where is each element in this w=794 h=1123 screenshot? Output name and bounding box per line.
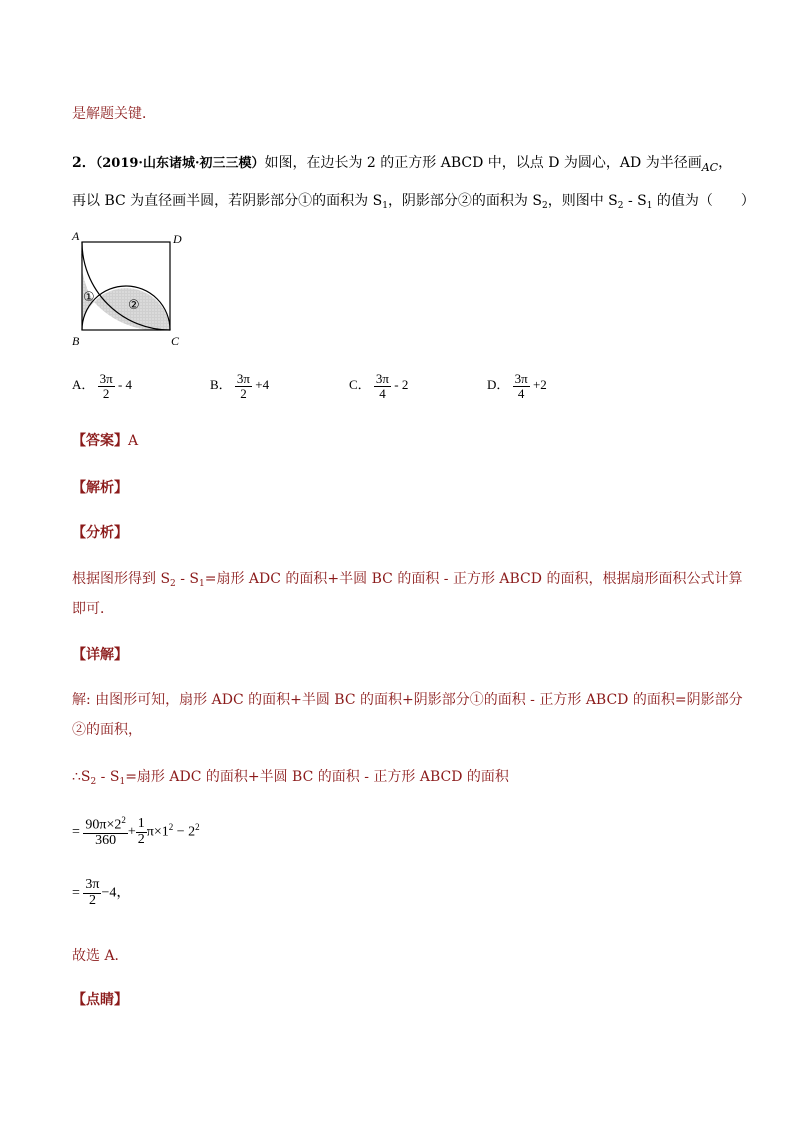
subscript: 2 [617, 201, 624, 211]
answer-line [72, 430, 138, 450]
option-b[interactable] [210, 372, 269, 400]
label-c: C [171, 334, 180, 348]
label-d: D [173, 232, 182, 246]
option-letter: A． [72, 377, 95, 393]
option-letter: C． [349, 377, 371, 393]
question-source: （2019·山东诸城·初三三模） [95, 156, 265, 171]
label-b: B [72, 334, 80, 348]
xiangjie-label: 【详解】 [72, 647, 128, 663]
xiangjie-line-1: 解: 由图形可知，扇形 ADC 的面积+半圆 BC 的面积+阴影部分①的面积 - 正方形 ABCD 的面积=阴影部分 [72, 692, 743, 708]
question-line-1 [72, 152, 732, 172]
question-line1-end: ， [718, 155, 733, 171]
option-a[interactable] [72, 372, 132, 400]
option-tail: - 4 [117, 377, 133, 393]
answer-value: A [128, 433, 139, 449]
arc-label: AC [701, 161, 719, 174]
dianjing-label: 【点睛】 [72, 992, 128, 1008]
option-c[interactable] [349, 372, 408, 400]
question-text-2a: 再以 BC 为直径画半圆，若阴影部分①的面积为 S [72, 193, 383, 209]
question-text-2b: ，阴影部分②的面积为 S [387, 193, 542, 209]
equation-1: = $\frac{90\pi\times 2^2}{360}$ + $\frac{1}{2}$ $\pi\times 1^2 - 2^2$ [72, 815, 200, 849]
question-line-2 [72, 190, 755, 211]
fenxi-text-1: 根据图形得到 $S_2 - S_1=$扇形 ADC 的面积+半圆 BC 的面积 - 正方形 ABCD 的面积，根据扇形面积公式计算 [72, 571, 743, 589]
option-letter: B． [210, 377, 232, 393]
equation-2: = $\frac{3\pi}{2}$ −4， [72, 877, 131, 908]
fenxi-label: 【分析】 [72, 525, 128, 541]
label-a: A [72, 229, 80, 243]
subscript: 2 [541, 201, 548, 211]
fenxi-text-2: 即可． [72, 601, 114, 617]
analysis-label: 【解析】 [72, 480, 128, 496]
conclusion: 故选 A． [72, 948, 129, 964]
subscript: 1 [382, 201, 388, 211]
subscript: 1 [646, 201, 653, 211]
question-number: 2． [72, 155, 96, 171]
question-text-1: 如图，在边长为 2 的正方形 ABCD 中，以点 D 为圆心，AD 为半径画 [264, 155, 702, 171]
therefore-line: $\therefore S_2 - S_1=$扇形 ADC 的面积+半圆 BC 的面积 - 正方形 ABCD 的面积 [72, 769, 509, 787]
intro-line: 是解题关键． [72, 106, 156, 122]
option-d[interactable] [487, 372, 547, 400]
question-text-2e: 的值为（ ） [652, 193, 755, 209]
question-text-2c: ，则图中 S [547, 193, 618, 209]
region-1-label: ① [83, 290, 95, 305]
option-fraction: $\frac{3\pi}{4}$ [375, 371, 389, 401]
option-fraction: $\frac{3\pi}{2}$ [236, 371, 250, 401]
option-tail: - 2 [394, 377, 409, 393]
geometry-figure [68, 228, 198, 350]
option-tail: +4 [255, 377, 270, 393]
xiangjie-line-2: ②的面积， [72, 722, 142, 738]
answer-label: 【答案】 [72, 433, 128, 449]
region-2-label: ② [128, 298, 140, 313]
option-tail: +2 [532, 377, 547, 393]
option-letter: D． [487, 377, 510, 393]
option-fraction: $\frac{3\pi}{4}$ [514, 371, 528, 401]
question-text-2d: - S [623, 193, 647, 209]
option-fraction: $\frac{3\pi}{2}$ [99, 371, 113, 401]
